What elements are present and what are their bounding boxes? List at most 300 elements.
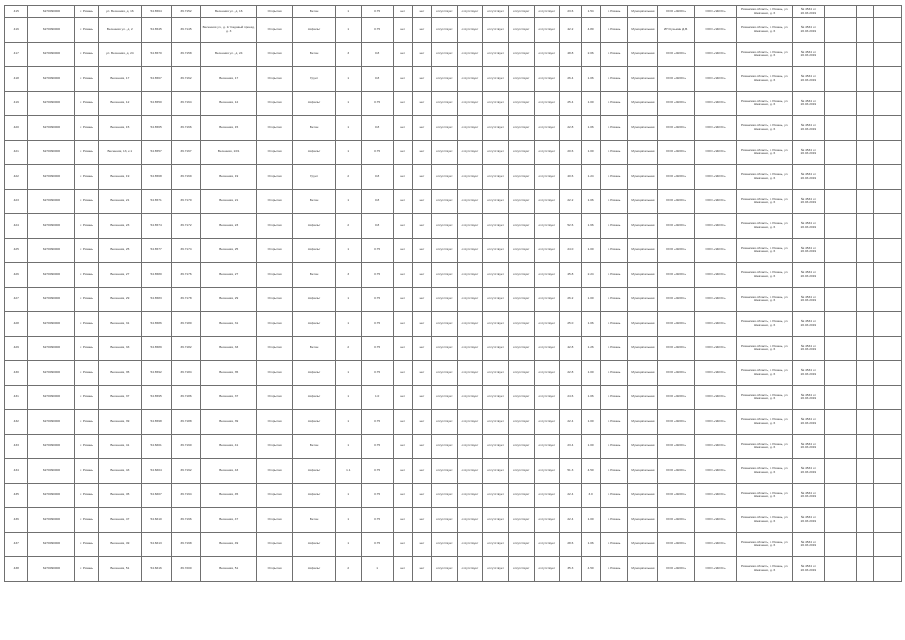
cell-oktmo-code: 6270090000 (28, 508, 75, 533)
cell-row-number: 423 (5, 189, 28, 214)
cell-place-name: Весенняя, 43 (98, 459, 141, 484)
cell-status-4: отсутствует (508, 385, 534, 410)
cell-doc-number: № 4534 от 20.03.2019 (792, 91, 824, 116)
cell-blank-1 (824, 483, 856, 508)
cell-oktmo-code: 6270090000 (28, 557, 75, 582)
cell-container-volume: 0.75 (361, 6, 393, 18)
cell-owner-type: Муниципальная (628, 532, 658, 557)
cell-address: Весенняя, 41 (201, 434, 257, 459)
cell-barrier: нет (393, 410, 412, 435)
cell-owner-type: Муниципальная (628, 508, 658, 533)
cell-registry-note: Рязанская область, г. Рязань, ул. Шевченко, д. 6 (737, 91, 793, 116)
cell-longitude: 39.7178 (171, 287, 201, 312)
cell-surface-type: Асфальт (293, 238, 336, 263)
cell-status-3: отсутствует (483, 238, 509, 263)
cell-latitude: 54.6592 (141, 361, 171, 386)
cell-container-volume: 0.75 (361, 238, 393, 263)
cell-status-4: отсутствует (508, 42, 534, 67)
cell-region: г. Рязань (75, 18, 98, 43)
cell-blank-1 (824, 140, 856, 165)
cell-operator: ООО «ЭКОС» (694, 508, 737, 533)
cell-longitude: 39.7192 (171, 459, 201, 484)
cell-surface-type: Бетон (293, 336, 336, 361)
cell-address: Весенняя, 31 (201, 312, 257, 337)
cell-row-number: 438 (5, 557, 28, 582)
cell-operator: ООО «ЭКОС» (694, 385, 737, 410)
cell-owner: ООО «ЭКОС» (658, 557, 694, 582)
cell-owner-type: Муниципальная (628, 385, 658, 410)
cell-canopy: нет (412, 189, 431, 214)
cell-place-name: Весенняя, 33 (98, 336, 141, 361)
cell-oktmo-code: 6270090000 (28, 483, 75, 508)
cell-region: г. Рязань (75, 361, 98, 386)
cell-owner-type: Муниципальная (628, 42, 658, 67)
cell-capacity: 24.0 (560, 238, 581, 263)
cell-status-2: отсутствует (457, 214, 483, 239)
cell-region: г. Рязань (75, 312, 98, 337)
cell-blank-2 (856, 263, 873, 288)
cell-status-3: отсутствует (483, 434, 509, 459)
cell-blank-2 (856, 336, 873, 361)
cell-latitude: 54.6610 (141, 508, 171, 533)
table-row (5, 508, 902, 533)
cell-status-4: отсутствует (508, 238, 534, 263)
cell-status-1: отсутствует (432, 91, 458, 116)
cell-doc-number: № 4534 от 20.03.2019 (792, 557, 824, 582)
cell-barrier: нет (393, 67, 412, 92)
cell-blank-1 (824, 42, 856, 67)
cell-blank-3 (874, 361, 902, 386)
cell-status-2: отсутствует (457, 312, 483, 337)
cell-status-5: отсутствует (534, 67, 560, 92)
cell-owner-type: Муниципальная (628, 6, 658, 18)
cell-owner: ООО «ЭКОС» (658, 336, 694, 361)
cell-barrier: нет (393, 434, 412, 459)
cell-owner: ООО «ЭКОС» (658, 238, 694, 263)
cell-region: г. Рязань (75, 263, 98, 288)
cell-doc-number: № 4534 от 20.03.2019 (792, 385, 824, 410)
cell-blank-1 (824, 312, 856, 337)
cell-capacity: 22.4 (560, 508, 581, 533)
cell-doc-number: № 4534 от 20.03.2019 (792, 165, 824, 190)
cell-longitude: 39.7167 (171, 140, 201, 165)
cell-owner-type: Муниципальная (628, 165, 658, 190)
cell-blank-2 (856, 361, 873, 386)
cell-oktmo-code: 6270090000 (28, 312, 75, 337)
cell-surface-type: Асфальт (293, 532, 336, 557)
cell-blank-2 (856, 67, 873, 92)
cell-status-3: отсутствует (483, 385, 509, 410)
cell-container-count: 1 (335, 361, 361, 386)
cell-status-1: отсутствует (432, 116, 458, 141)
cell-row-number: 435 (5, 483, 28, 508)
cell-container-volume: 0.75 (361, 434, 393, 459)
cell-blank-2 (856, 238, 873, 263)
cell-status-3: отсутствует (483, 557, 509, 582)
cell-container-volume: 0.75 (361, 508, 393, 533)
cell-schedule: г. Рязань (600, 459, 628, 484)
cell-oktmo-code: 6270090000 (28, 532, 75, 557)
cell-owner: ООО «ЭКОС» (658, 214, 694, 239)
cell-registry-note: Рязанская область, г. Рязань, ул. Шевченко, д. 6 (737, 557, 793, 582)
cell-longitude: 39.7200 (171, 557, 201, 582)
cell-status-4: отсутствует (508, 140, 534, 165)
cell-latitude: 54.6574 (141, 214, 171, 239)
cell-latitude: 54.6595 (141, 385, 171, 410)
cell-blank-1 (824, 18, 856, 43)
cell-period: 3.0 (581, 483, 600, 508)
cell-canopy: нет (412, 18, 431, 43)
cell-latitude: 54.6564 (141, 6, 171, 18)
cell-surface-type: Бетон (293, 263, 336, 288)
cell-owner-type: Муниципальная (628, 361, 658, 386)
cell-owner: ООО «ЭКОС» (658, 165, 694, 190)
cell-address: Весенняя, 17 (201, 67, 257, 92)
cell-owner-type: Муниципальная (628, 336, 658, 361)
cell-status-4: отсутствует (508, 361, 534, 386)
cell-latitude: 54.6571 (141, 189, 171, 214)
cell-place-name: Весенняя, 13, к.1 (98, 140, 141, 165)
cell-operator: ООО «ЭКОС» (694, 18, 737, 43)
cell-status-4: отсутствует (508, 189, 534, 214)
cell-row-number: 419 (5, 91, 28, 116)
cell-barrier: нет (393, 532, 412, 557)
cell-container-volume: 0.75 (361, 336, 393, 361)
cell-container-count: 1 (335, 116, 361, 141)
cell-schedule: г. Рязань (600, 263, 628, 288)
cell-cover-type: Открытая (256, 116, 292, 141)
cell-period: 4.80 (581, 18, 600, 43)
cell-capacity: 22.4 (560, 410, 581, 435)
cell-row-number: 437 (5, 532, 28, 557)
cell-status-4: отсутствует (508, 263, 534, 288)
cell-blank-1 (824, 410, 856, 435)
cell-surface-type: Асфальт (293, 91, 336, 116)
cell-status-4: отсутствует (508, 165, 534, 190)
cell-canopy: нет (412, 459, 431, 484)
cell-latitude: 54.6565 (141, 116, 171, 141)
cell-latitude: 54.6583 (141, 287, 171, 312)
cell-place-name: Весенняя, 12 (98, 91, 141, 116)
cell-blank-1 (824, 189, 856, 214)
table-row (5, 140, 902, 165)
cell-owner-type: Муниципальная (628, 67, 658, 92)
table-row (5, 91, 902, 116)
cell-operator: ООО «ЭКОС» (694, 42, 737, 67)
cell-region: г. Рязань (75, 287, 98, 312)
cell-row-number: 420 (5, 116, 28, 141)
cell-surface-type: Бетон (293, 6, 336, 18)
table-row (5, 312, 902, 337)
cell-surface-type: Асфальт (293, 557, 336, 582)
cell-latitude: 54.6557 (141, 140, 171, 165)
cell-schedule: г. Рязань (600, 385, 628, 410)
cell-owner: ООО «ЭКОС» (658, 189, 694, 214)
cell-registry-note: Рязанская область, г. Рязань, ул. Шевченко, д. 6 (737, 42, 793, 67)
cell-status-2: отсутствует (457, 263, 483, 288)
cell-canopy: нет (412, 312, 431, 337)
cell-latitude: 54.6589 (141, 336, 171, 361)
cell-registry-note: Рязанская область, г. Рязань, ул. Шевченко, д. 6 (737, 214, 793, 239)
cell-container-volume: 0.75 (361, 361, 393, 386)
cell-address: Весенняя, 37 (201, 385, 257, 410)
cell-doc-number: № 4534 от 20.03.2019 (792, 140, 824, 165)
cell-owner: ООО «ЭКОС» (658, 140, 694, 165)
cell-status-1: отсутствует (432, 434, 458, 459)
cell-owner: ООО «ЭКОС» (658, 6, 694, 18)
cell-canopy: нет (412, 508, 431, 533)
cell-owner-type: Муниципальная (628, 557, 658, 582)
cell-container-volume: 0.75 (361, 287, 393, 312)
cell-container-volume: 1.0 (361, 385, 393, 410)
cell-schedule: г. Рязань (600, 238, 628, 263)
cell-capacity: 42.2 (560, 18, 581, 43)
cell-status-3: отсутствует (483, 287, 509, 312)
cell-blank-2 (856, 483, 873, 508)
cell-status-2: отсутствует (457, 116, 483, 141)
cell-barrier: нет (393, 385, 412, 410)
cell-capacity: 22.8 (560, 116, 581, 141)
cell-blank-1 (824, 67, 856, 92)
cell-capacity: 26.2 (560, 287, 581, 312)
cell-blank-2 (856, 116, 873, 141)
cell-status-5: отсутствует (534, 18, 560, 43)
cell-operator: ООО «ЭКОС» (694, 434, 737, 459)
cell-cover-type: Открытая (256, 312, 292, 337)
cell-latitude: 54.6613 (141, 532, 171, 557)
cell-owner: ООО «ЭКОС» (658, 508, 694, 533)
cell-barrier: нет (393, 336, 412, 361)
cell-period: 4.50 (581, 557, 600, 582)
cell-region: г. Рязань (75, 42, 98, 67)
cell-surface-type: Бетон (293, 116, 336, 141)
cell-container-count: 2 (335, 214, 361, 239)
cell-operator: ООО «ЭКОС» (694, 6, 737, 18)
cell-region: г. Рязань (75, 459, 98, 484)
cell-status-4: отсутствует (508, 508, 534, 533)
cell-blank-3 (874, 385, 902, 410)
cell-operator: ООО «ЭКОС» (694, 532, 737, 557)
cell-schedule: г. Рязань (600, 214, 628, 239)
cell-operator: ООО «ЭКОС» (694, 91, 737, 116)
cell-cover-type: Открытая (256, 238, 292, 263)
cell-owner-type: Муниципальная (628, 18, 658, 43)
cell-container-volume: 0.75 (361, 263, 393, 288)
cell-owner: ООО «ЭКОС» (658, 263, 694, 288)
cell-place-name: Весенняя, 41 (98, 434, 141, 459)
cell-cover-type: Открытая (256, 557, 292, 582)
cell-schedule: г. Рязань (600, 6, 628, 18)
cell-status-5: отсутствует (534, 336, 560, 361)
cell-operator: ООО «ЭКОС» (694, 214, 737, 239)
cell-capacity: 42.8 (560, 336, 581, 361)
cell-owner-type: Муниципальная (628, 238, 658, 263)
cell-surface-type: Асфальт (293, 459, 336, 484)
cell-container-count: 1 (335, 91, 361, 116)
cell-status-4: отсутствует (508, 312, 534, 337)
cell-registry-note: Рязанская область, г. Рязань, ул. Шевченко, д. 6 (737, 165, 793, 190)
cell-doc-number: № 4534 от 20.03.2019 (792, 6, 824, 18)
cell-status-5: отсутствует (534, 483, 560, 508)
cell-blank-1 (824, 532, 856, 557)
cell-oktmo-code: 6270090000 (28, 336, 75, 361)
cell-barrier: нет (393, 214, 412, 239)
cell-container-volume: 0.75 (361, 410, 393, 435)
cell-address: Весенняя, 43 (201, 459, 257, 484)
cell-status-1: отсутствует (432, 312, 458, 337)
cell-longitude: 39.7170 (171, 189, 201, 214)
cell-container-count: 2 (335, 165, 361, 190)
cell-status-1: отсутствует (432, 557, 458, 582)
cell-capacity: 28.6 (560, 532, 581, 557)
cell-cover-type: Открытая (256, 67, 292, 92)
cell-latitude: 54.6604 (141, 459, 171, 484)
cell-cover-type: Открытая (256, 263, 292, 288)
cell-blank-2 (856, 410, 873, 435)
cell-row-number: 421 (5, 140, 28, 165)
cell-owner-type: Муниципальная (628, 483, 658, 508)
cell-owner: ООО «ЭКОС» (658, 287, 694, 312)
registry-rows (5, 6, 902, 582)
cell-row-number: 427 (5, 287, 28, 312)
cell-operator: ООО «ЭКОС» (694, 336, 737, 361)
cell-oktmo-code: 6270090000 (28, 116, 75, 141)
cell-status-4: отсутствует (508, 214, 534, 239)
cell-barrier: нет (393, 361, 412, 386)
cell-canopy: нет (412, 557, 431, 582)
cell-surface-type: Асфальт (293, 18, 336, 43)
registry-page (4, 5, 902, 609)
cell-capacity: 35.3 (560, 557, 581, 582)
cell-canopy: нет (412, 238, 431, 263)
cell-blank-2 (856, 189, 873, 214)
cell-operator: ООО «ЭКОС» (694, 116, 737, 141)
cell-blank-3 (874, 238, 902, 263)
cell-blank-3 (874, 532, 902, 557)
cell-registry-note: Рязанская область, г. Рязань, ул. Шевченко, д. 6 (737, 483, 793, 508)
cell-operator: ООО «ЭКОС» (694, 459, 737, 484)
cell-status-5: отсутствует (534, 532, 560, 557)
cell-doc-number: № 4534 от 20.03.2019 (792, 312, 824, 337)
cell-oktmo-code: 6270090000 (28, 459, 75, 484)
cell-status-5: отсутствует (534, 165, 560, 190)
cell-period: 1.26 (581, 336, 600, 361)
cell-status-1: отсутствует (432, 410, 458, 435)
cell-capacity: 23.4 (560, 434, 581, 459)
cell-status-1: отсутствует (432, 508, 458, 533)
cell-period: 1.00 (581, 434, 600, 459)
cell-registry-note: Рязанская область, г. Рязань, ул. Шевченко, д. 6 (737, 116, 793, 141)
cell-status-1: отсутствует (432, 67, 458, 92)
cell-schedule: г. Рязань (600, 557, 628, 582)
cell-container-volume: 0.75 (361, 91, 393, 116)
cell-container-volume: 1 (361, 557, 393, 582)
cell-blank-1 (824, 385, 856, 410)
cell-region: г. Рязань (75, 483, 98, 508)
cell-period: 1.24 (581, 165, 600, 190)
cell-status-2: отсутствует (457, 557, 483, 582)
cell-status-2: отсутствует (457, 18, 483, 43)
cell-capacity: 22.4 (560, 483, 581, 508)
cell-status-4: отсутствует (508, 67, 534, 92)
cell-blank-1 (824, 6, 856, 18)
cell-status-2: отсутствует (457, 67, 483, 92)
table-row (5, 18, 902, 43)
cell-container-volume: 0.8 (361, 165, 393, 190)
cell-latitude: 54.6570 (141, 42, 171, 67)
cell-operator: ООО «ЭКОС» (694, 140, 737, 165)
cell-canopy: нет (412, 287, 431, 312)
cell-status-2: отсутствует (457, 361, 483, 386)
cell-blank-3 (874, 508, 902, 533)
cell-period: 1.00 (581, 91, 600, 116)
cell-container-count: 1 (335, 385, 361, 410)
table-row (5, 483, 902, 508)
cell-owner-type: Муниципальная (628, 189, 658, 214)
cell-blank-3 (874, 6, 902, 18)
cell-row-number: 426 (5, 263, 28, 288)
cell-oktmo-code: 6270090000 (28, 189, 75, 214)
cell-operator: ООО «ЭКОС» (694, 189, 737, 214)
cell-schedule: г. Рязань (600, 483, 628, 508)
cell-place-name: Весенняя, 23 (98, 214, 141, 239)
cell-blank-2 (856, 42, 873, 67)
cell-longitude: 39.7182 (171, 336, 201, 361)
cell-capacity: 24.6 (560, 385, 581, 410)
cell-container-volume: 0.75 (361, 459, 393, 484)
cell-place-name: Весенняя, 25 (98, 238, 141, 263)
cell-cover-type: Открытая (256, 483, 292, 508)
cell-address: Весенняя, 51 (201, 557, 257, 582)
cell-status-5: отсутствует (534, 214, 560, 239)
table-row (5, 287, 902, 312)
cell-oktmo-code: 6270090000 (28, 6, 75, 18)
cell-row-number: 431 (5, 385, 28, 410)
cell-period: 1.54 (581, 6, 600, 18)
cell-doc-number: № 4534 от 20.03.2019 (792, 508, 824, 533)
cell-latitude: 54.6550 (141, 91, 171, 116)
cell-barrier: нет (393, 557, 412, 582)
cell-row-number: 432 (5, 410, 28, 435)
cell-place-name: Весенняя, 21 (98, 189, 141, 214)
cell-container-count: 1.1 (335, 459, 361, 484)
cell-container-volume: 0.8 (361, 116, 393, 141)
cell-schedule: г. Рязань (600, 434, 628, 459)
cell-owner-type: Муниципальная (628, 91, 658, 116)
cell-surface-type: Асфальт (293, 140, 336, 165)
cell-surface-type: Бетон (293, 434, 336, 459)
table-row (5, 67, 902, 92)
cell-schedule: г. Рязань (600, 508, 628, 533)
cell-oktmo-code: 6270090000 (28, 434, 75, 459)
cell-container-volume: 0.75 (361, 483, 393, 508)
cell-status-4: отсутствует (508, 434, 534, 459)
cell-owner: ООО «ЭКОС» (658, 361, 694, 386)
cell-surface-type: Асфальт (293, 361, 336, 386)
cell-doc-number: № 4534 от 20.03.2019 (792, 361, 824, 386)
cell-blank-3 (874, 18, 902, 43)
cell-address: Весенняя, 49 (201, 532, 257, 557)
cell-place-name: Весенняя, 49 (98, 532, 141, 557)
cell-region: г. Рязань (75, 238, 98, 263)
cell-cover-type: Открытая (256, 361, 292, 386)
cell-barrier: нет (393, 238, 412, 263)
cell-place-name: Весенняя, 39 (98, 410, 141, 435)
cell-barrier: нет (393, 165, 412, 190)
cell-cover-type: Открытая (256, 189, 292, 214)
cell-status-2: отсутствует (457, 189, 483, 214)
cell-blank-2 (856, 532, 873, 557)
